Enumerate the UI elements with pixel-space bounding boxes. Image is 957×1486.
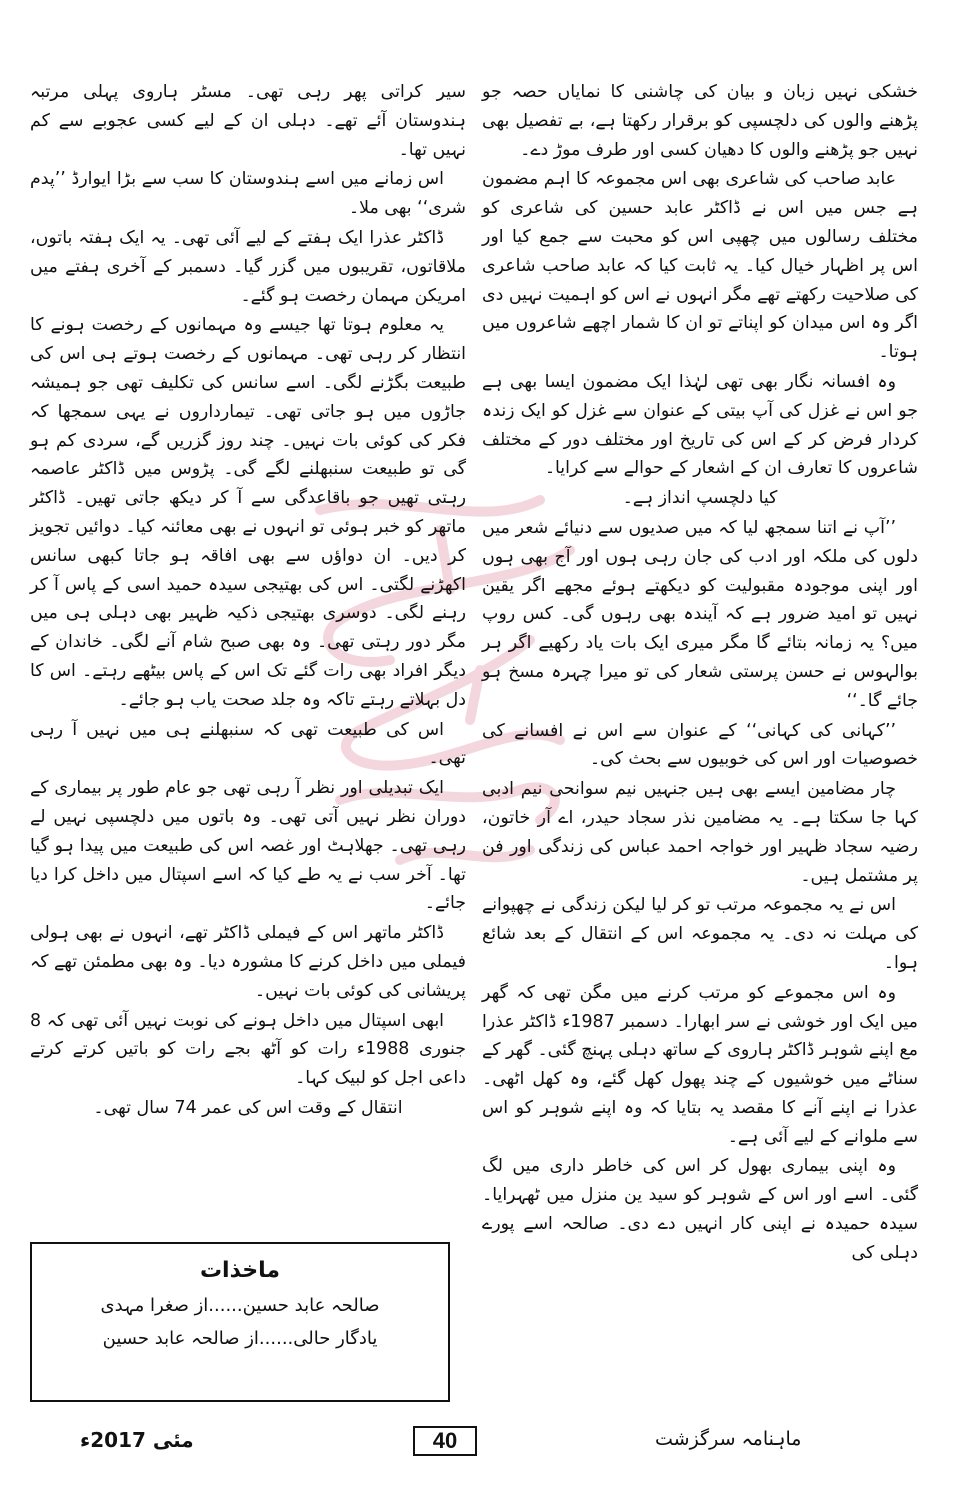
paragraph: ’’کہانی کی کہانی‘‘ کے عنوان سے اس نے افسانے کی خصوصیات اور اس کی خوبیوں سے بحث کی۔ bbox=[482, 720, 918, 770]
paragraph: وہ اس مجموعے کو مرتب کرنے میں مگن تھی کہ گھر میں ایک اور خوشی نے سر ابھارا۔ دسمبر 1987ء ڈاکٹر عذرا مع اپنے شوہر ڈاکٹر ہاروی کے ساتھ دہلی پہنچ گئی۔ گھر کے سناٹے میں خوشیوں کے چند پھول کھل گئے، وہ کھل اٹھی۔ عذرا نے اپنے آنے کا مقصد یہ بتایا کہ وہ اپنے شوہر کو اس سے ملوانے کے لیے آئی ہے۔ bbox=[482, 982, 919, 1147]
paragraph: ایک تبدیلی اور نظر آ رہی تھی جو عام طور پر بیماری کے دوران نظر نہیں آتی تھی۔ وہ باتوں میں دلچسپی نہیں لے رہی تھی۔ جھلاہٹ اور غصہ اس کی طبیعت میں پیدا ہو گیا تھا۔ آخر سب نے یہ طے کیا کہ اسے اسپتال میں داخل کرا دیا جائے۔ bbox=[30, 778, 466, 914]
page-number: 40 bbox=[413, 1426, 477, 1456]
paragraph: اس زمانے میں اسے ہندوستان کا سب سے بڑا ایوارڈ ’’پدم شری‘‘ بھی ملا۔ bbox=[30, 169, 466, 219]
paragraph: کیا دلچسپ انداز ہے۔ bbox=[622, 488, 778, 509]
paragraph: اس کی طبیعت تھی کہ سنبھلنے ہی میں نہیں آ رہی تھی۔ bbox=[30, 719, 466, 769]
paragraph: ڈاکٹر ماتھر اس کے فیملی ڈاکٹر تھے، انہوں نے بھی ہولی فیملی میں داخل کرنے کا مشورہ دیا۔ وہ بھی مطمئن تھے کہ پریشانی کی کوئی بات نہیں۔ bbox=[30, 923, 466, 1001]
paragraph: انتقال کے وقت اس کی عمر 74 سال تھی۔ bbox=[93, 1097, 403, 1118]
paragraph: ابھی اسپتال میں داخل ہونے کی نوبت نہیں آئی تھی کہ 8 جنوری 1988ء رات کو آٹھ بجے رات کو باتیں کرتے کرتے داعی اجل کو لبیک کہا۔ bbox=[30, 1010, 466, 1089]
quote-paragraph: ’’آپ نے اتنا سمجھ لیا کہ میں صدیوں سے دنیائے شعر میں دلوں کی ملکہ اور ادب کی جان رہی ہوں اور آج بھی ہوں اور اپنی موجودہ مقبولیت کو دیکھتے ہوئے مجھے اگر یقین نہیں تو امید ضرور ہے کہ آیندہ بھی رہوں گی۔ کس روپ میں؟ یہ زمانہ بتائے گا مگر میری ایک بات یاد رکھیے اگر ہر بوالہوس نے حسن پرستی شعار کی تو میرا چہرہ مسخ ہو جائے گا۔‘‘ bbox=[482, 517, 918, 711]
paragraph: وہ اپنی بیماری بھول کر اس کی خاطر داری میں لگ گئی۔ اسے اور اس کے شوہر کو سید ین منزل میں ٹھہرایا۔ سیدہ حمیدہ نے اپنی کار انہیں دے دی۔ صالحہ اسے پورے دہلی کی bbox=[482, 1156, 918, 1263]
paragraph: سیر کراتی پھر رہی تھی۔ مسٹر ہاروی پہلی مرتبہ ہندوستان آئے تھے۔ دہلی ان کے لیے کسی عجوبے سے کم نہیں تھا۔ bbox=[30, 82, 466, 160]
paragraph: چار مضامین ایسے بھی ہیں جنہیں نیم سوانحی نیم ادبی کہا جا سکتا ہے۔ یہ مضامین نذر سجاد حیدر، اے آر خاتون، رضیہ سجاد ظہیر اور خواجہ احمد عباس کی زندگی اور فن پر مشتمل ہیں۔ bbox=[482, 779, 918, 886]
issue-date: مئی 2017ء bbox=[80, 1428, 194, 1452]
sources-title: ماخذات bbox=[199, 1258, 281, 1283]
left-column bbox=[30, 78, 466, 1124]
paragraph: وہ افسانہ نگار بھی تھی لہٰذا ایک مضمون ایسا بھی ہے جو اس نے غزل کی آپ بیتی کے عنوان سے غزل کو ایک زندہ کردار فرض کر کے اس کی تاریخ اور مختلف دور کے مختلف شاعروں کا تعارف ان کے اشعار کے حوالے سے کرایا۔ bbox=[482, 371, 918, 479]
source-item: یادگار حالی......از صالحہ عابد حسین bbox=[102, 1328, 378, 1349]
source-item: صالحہ عابد حسین......از صغرا مہدی bbox=[100, 1295, 380, 1316]
magazine-name: ماہنامہ سرگزشت bbox=[655, 1428, 802, 1450]
paragraph: یہ معلوم ہوتا تھا جیسے وہ مہمانوں کے رخصت ہونے کا انتظار کر رہی تھی۔ مہمانوں کے رخصت ہوتے ہی اس کی طبیعت بگڑنے لگی۔ اسے سانس کی تکلیف تھی جو ہمیشہ جاڑوں میں ہو جاتی تھی۔ تیمارداروں نے یہی سمجھا کہ فکر کی کوئی بات نہیں۔ چند روز گزریں گے، سردی کم ہو گی تو طبیعت سنبھلنے لگے گی۔ پڑوس میں ڈاکٹر عاصمہ رہتی تھیں جو باقاعدگی سے آ کر دیکھ جاتی تھیں۔ ڈاکٹر ماتھر کو خبر ہوئی تو انہوں نے بھی معائنہ کیا۔ دوائیں تجویز کر دیں۔ ان دواؤں سے بھی افاقہ ہو جاتا کبھی سانس اکھڑنے لگتی۔ اس کی بھتیجی سیدہ حمید اسی کے پاس آ کر رہنے لگی۔ دوسری بھتیجی ذکیہ ظہیر بھی دہلی ہی میں مگر دور رہتی تھی۔ وہ بھی صبح شام آنے لگی۔ خاندان کے دیگر افراد بھی رات گئے تک اس کے پاس بیٹھے رہتے۔ اس کا دل بہلاتے رہتے تاکہ وہ جلد صحت یاب ہو جائے۔ bbox=[30, 315, 466, 710]
sources-box bbox=[30, 1242, 450, 1402]
paragraph: ڈاکٹر عذرا ایک ہفتے کے لیے آئی تھی۔ یہ ایک ہفتہ باتوں، ملاقاتوں، تقریبوں میں گزر گیا۔ دسمبر کے آخری ہفتے میں امریکن مہمان رخصت ہو گئے۔ bbox=[30, 227, 466, 306]
paragraph: عابد صاحب کی شاعری بھی اس مجموعہ کا اہم مضمون ہے جس میں اس نے ڈاکٹر عابد حسین کی شاعری کو مختلف رسالوں میں چھپی اس کو محبت سے جمع کیا اور اس پر اظہار خیال کیا۔ یہ ثابت کیا کہ عابد صاحب شاعری کی صلاحیت رکھتے تھے مگر انہوں نے اس کو اہمیت نہیں دی اگر وہ اس میدان کو اپناتے تو ان کا شمار اچھے شاعروں میں ہوتا۔ bbox=[482, 169, 918, 363]
paragraph: اس نے یہ مجموعہ مرتب تو کر لیا لیکن زندگی نے چھپوانے کی مہلت نہ دی۔ یہ مجموعہ اس کے انتقال کے بعد شائع ہوا۔ bbox=[482, 895, 918, 973]
paragraph: خشکی نہیں زبان و بیان کی چاشنی کا نمایاں حصہ جو پڑھنے والوں کی دلچسپی کو برقرار رکھتا ہے، بے تفصیل بھی نہیں جو پڑھنے والوں کا دھیان کسی اور طرف موڑ دے۔ bbox=[482, 82, 918, 160]
right-column bbox=[482, 78, 918, 1269]
